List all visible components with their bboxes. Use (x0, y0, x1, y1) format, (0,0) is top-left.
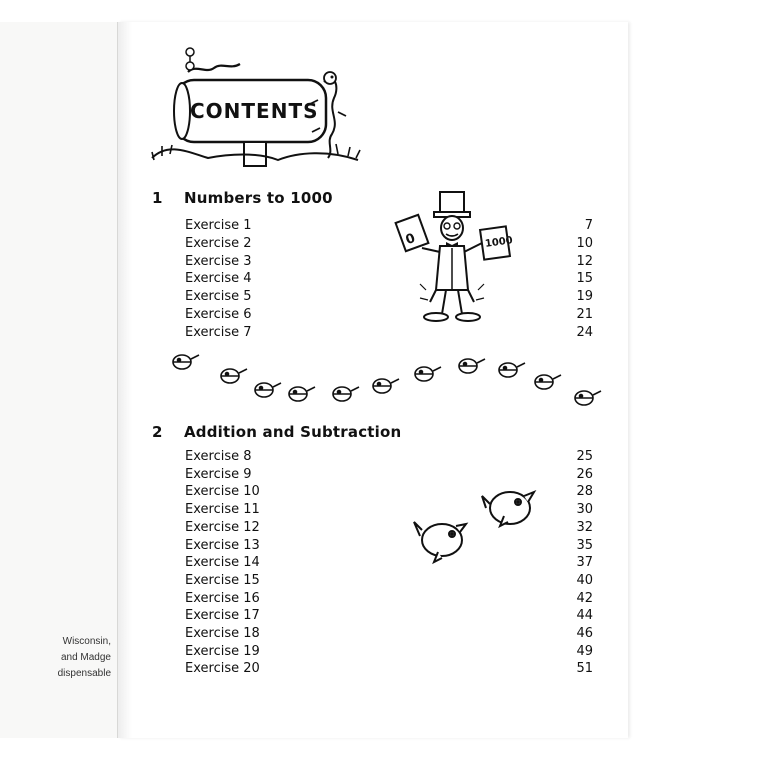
toc-entry (185, 538, 593, 556)
toc-entry-label: Exercise 12 (185, 519, 260, 535)
magician-card-right-text: 1000 (484, 235, 514, 250)
toc-entry (185, 254, 593, 272)
section-2-heading (152, 423, 401, 441)
toc-entry-page-number: 10 (576, 235, 593, 251)
toc-entry-label: Exercise 5 (185, 289, 252, 305)
toc-entry (185, 236, 593, 254)
section-1-heading (152, 189, 333, 207)
toc-entry-page-number: 46 (576, 626, 593, 641)
toc-entry-label: Exercise 6 (185, 307, 252, 322)
toc-entry (185, 591, 593, 609)
toc-entry-page-number: 19 (576, 289, 593, 305)
toc-entry-page-number: 21 (576, 307, 593, 322)
toc-entry (185, 573, 593, 591)
toc-entry-page-number: 26 (576, 466, 593, 482)
section-1-number: 1 (152, 189, 163, 207)
toc-entry-label: Exercise 17 (185, 608, 260, 624)
toc-entry-page-number: 44 (576, 608, 593, 624)
toc-entry (185, 661, 593, 679)
toc-entry-label: Exercise 4 (185, 271, 252, 287)
toc-entry-label: Exercise 10 (185, 484, 260, 500)
toc-entry-label: Exercise 13 (185, 537, 260, 553)
toc-entry-label: Exercise 11 (185, 502, 260, 518)
toc-entry-page-number: 15 (576, 271, 593, 287)
toc-entry (185, 271, 593, 289)
toc-entry (185, 449, 593, 467)
toc-entry-page-number: 30 (576, 502, 593, 518)
toc-entry-label: Exercise 2 (185, 235, 252, 251)
ladybug-trail-illustration (168, 348, 608, 418)
toc-entry-label: Exercise 9 (185, 466, 252, 482)
section-1-title: Numbers to 1000 (184, 189, 333, 207)
toc-entry-page-number: 49 (576, 643, 593, 659)
toc-entry-page-number: 37 (576, 555, 593, 571)
toc-entry (185, 608, 593, 626)
left-caption-line-3: dispensable (57, 668, 111, 679)
left-page (0, 22, 118, 738)
toc-entry (185, 626, 593, 644)
magician-card-left-text: 0 (403, 230, 418, 249)
section-2-number: 2 (152, 423, 163, 441)
toc-entry (185, 520, 593, 538)
toc-entry-page-number: 51 (576, 661, 593, 677)
contents-title: CONTENTS (190, 99, 319, 123)
toc-entry (185, 502, 593, 520)
toc-entry-page-number: 32 (576, 519, 593, 535)
toc-entry (185, 555, 593, 573)
toc-entry-label: Exercise 7 (185, 324, 252, 340)
toc-entry-page-number: 25 (576, 449, 593, 464)
toc-entry-label: Exercise 15 (185, 572, 260, 588)
left-caption-line-1: Wisconsin, (62, 636, 111, 647)
toc-entry-label: Exercise 8 (185, 449, 252, 464)
left-caption-line-2: and Madge (60, 652, 111, 663)
toc-entry-page-number: 24 (576, 324, 593, 340)
toc-entry (185, 307, 593, 325)
toc-entry (185, 218, 593, 236)
toc-entry (185, 644, 593, 662)
toc-entry (185, 484, 593, 502)
toc-entry-page-number: 40 (576, 572, 593, 588)
toc-entry-page-number: 12 (576, 253, 593, 269)
toc-entry-page-number: 35 (576, 537, 593, 553)
toc-entry (185, 467, 593, 485)
toc-entry-label: Exercise 19 (185, 643, 260, 659)
toc-entry-label: Exercise 18 (185, 626, 260, 641)
toc-entry-label: Exercise 1 (185, 218, 252, 233)
section-2-title: Addition and Subtraction (184, 423, 402, 441)
toc-entry-label: Exercise 20 (185, 661, 260, 677)
toc-entry-label: Exercise 3 (185, 253, 252, 269)
toc-entry (185, 325, 593, 343)
toc-entry (185, 289, 593, 307)
toc-entry-page-number: 42 (576, 590, 593, 606)
toc-entry-label: Exercise 14 (185, 555, 260, 571)
toc-entry-page-number: 7 (584, 218, 593, 233)
toc-entry-page-number: 28 (576, 484, 593, 500)
toc-entry-label: Exercise 16 (185, 590, 260, 606)
